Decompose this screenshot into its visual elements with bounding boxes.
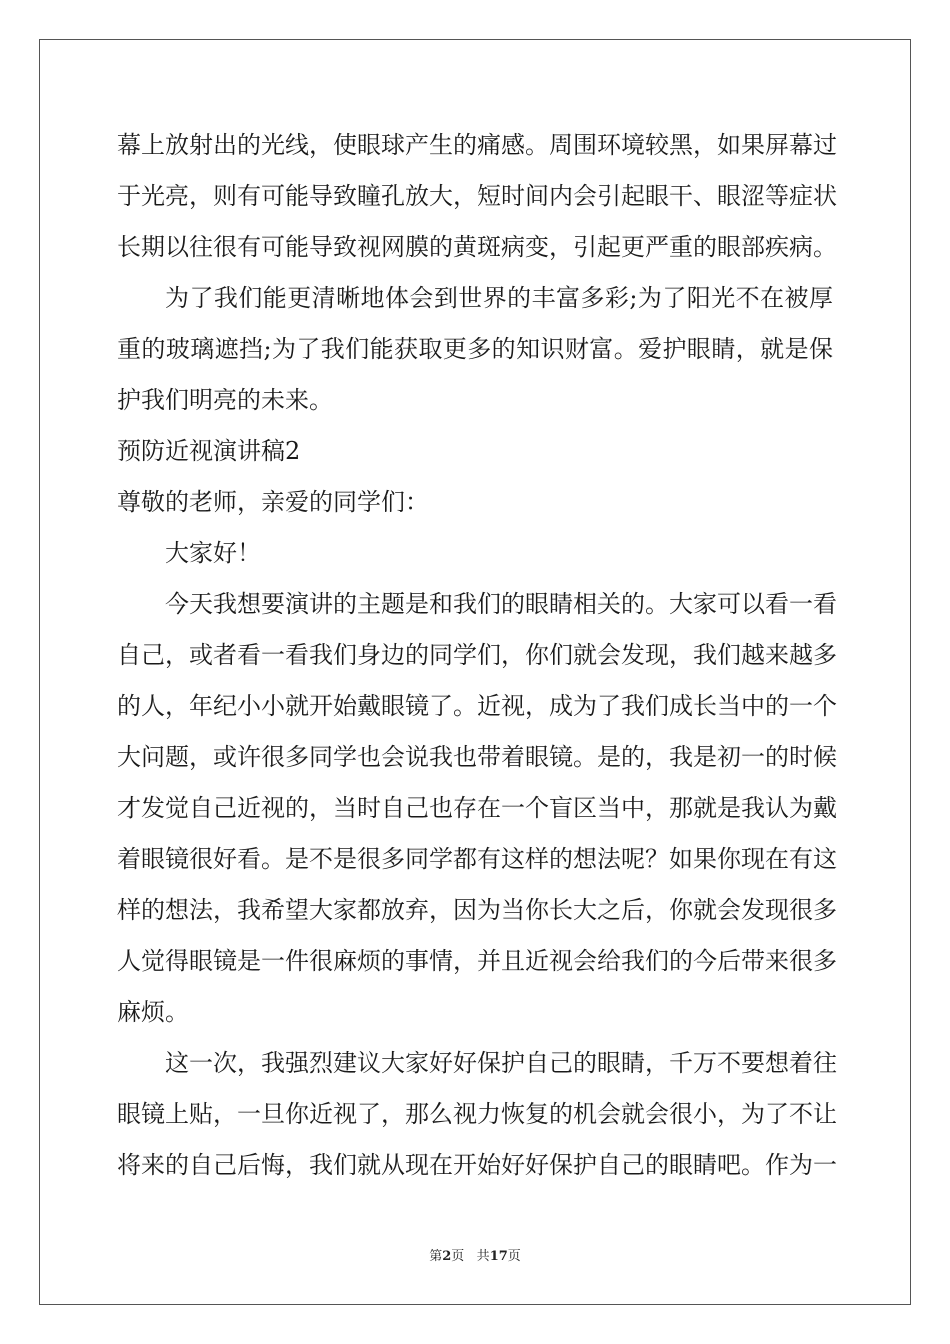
total-prefix: 共: [476, 1249, 490, 1264]
paragraph-line: 自己，或者看一看我们身边的同学们，你们就会发现，我们越来越多: [117, 641, 837, 669]
page-prefix: 第: [429, 1249, 443, 1264]
paragraph-line: 大问题，或许很多同学也会说我也带着眼镜。是的，我是初一的时候: [117, 743, 837, 771]
paragraph-line: 为了我们能更清晰地体会到世界的丰富多彩;为了阳光不在被厚: [165, 284, 833, 312]
page-number: 2: [442, 1249, 452, 1264]
section-heading: 预防近视演讲稿2: [117, 437, 301, 465]
paragraph-line: 的人，年纪小小就开始戴眼镜了。近视，成为了我们成长当中的一个: [117, 692, 837, 720]
total-suffix: 页: [507, 1249, 521, 1264]
page-footer: [0, 1248, 950, 1266]
paragraph-line: 着眼镜很好看。是不是很多同学都有这样的想法呢？如果你现在有这: [117, 845, 837, 873]
salutation: 尊敬的老师，亲爱的同学们：: [117, 488, 429, 516]
paragraph-line: 护我们明亮的未来。: [117, 386, 333, 414]
total-pages: 17: [489, 1249, 508, 1264]
paragraph-line: 眼镜上贴，一旦你近视了，那么视力恢复的机会就会很小，为了不让: [117, 1100, 837, 1128]
paragraph-line: 人觉得眼镜是一件很麻烦的事情，并且近视会给我们的今后带来很多: [117, 947, 837, 975]
paragraph-line: 重的玻璃遮挡;为了我们能获取更多的知识财富。爱护眼睛，就是保: [117, 335, 833, 363]
paragraph-line: 这一次，我强烈建议大家好好保护自己的眼睛，千万不要想着往: [165, 1049, 837, 1077]
paragraph-line: 于光亮，则有可能导致瞳孔放大，短时间内会引起眼干、眼涩等症状: [117, 182, 837, 210]
paragraph-line: 今天我想要演讲的主题是和我们的眼睛相关的。大家可以看一看: [165, 590, 837, 618]
paragraph-line: 才发觉自己近视的，当时自己也存在一个盲区当中，那就是我认为戴: [117, 794, 837, 822]
page-suffix: 页: [451, 1249, 465, 1264]
greeting: 大家好！: [165, 539, 261, 567]
paragraph-line: 幕上放射出的光线，使眼球产生的痛感。周围环境较黑，如果屏幕过: [117, 131, 837, 159]
paragraph-line: 长期以往很有可能导致视网膜的黄斑病变，引起更严重的眼部疾病。: [117, 233, 837, 261]
paragraph-line: 将来的自己后悔，我们就从现在开始好好保护自己的眼睛吧。作为一: [117, 1151, 837, 1179]
paragraph-line: 麻烦。: [117, 998, 189, 1026]
paragraph-line: 样的想法，我希望大家都放弃，因为当你长大之后，你就会发现很多: [117, 896, 837, 924]
